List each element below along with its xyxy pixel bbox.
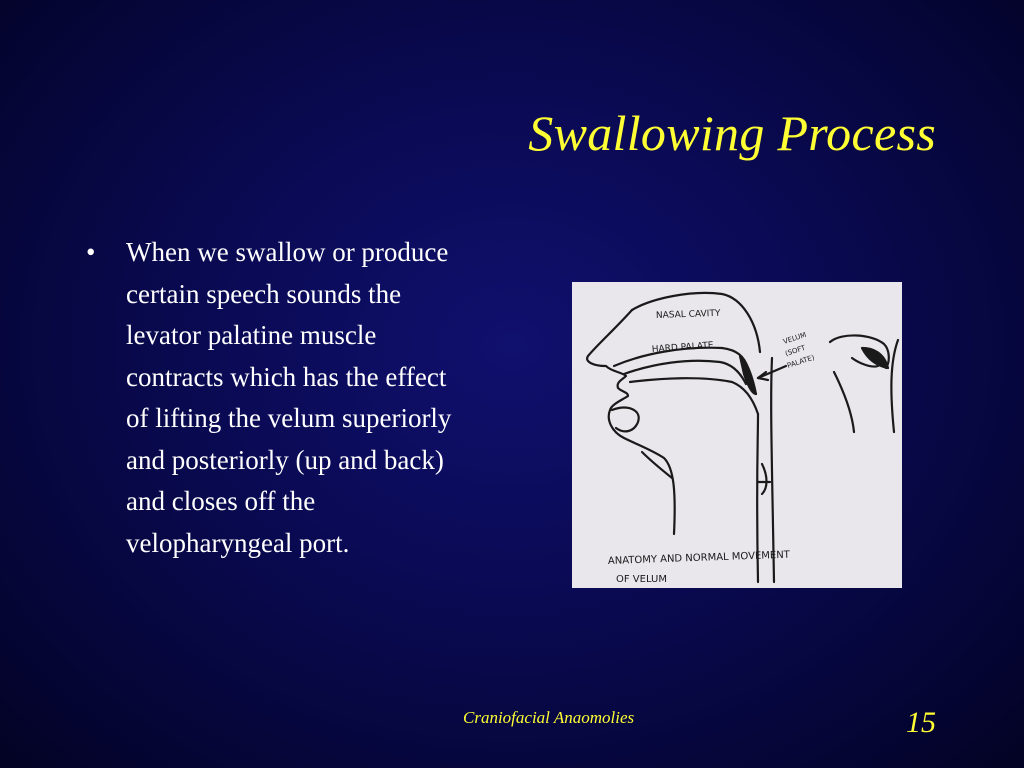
bullet-list bbox=[86, 232, 466, 564]
tongue-outline bbox=[630, 378, 758, 414]
figure-caption-line2: OF VELUM bbox=[616, 574, 667, 585]
page-number: 15 bbox=[906, 706, 936, 739]
hard-palate-label: HARD PALATE bbox=[651, 340, 714, 355]
movement-back-curve bbox=[834, 372, 854, 432]
bullet-marker: • bbox=[86, 237, 96, 267]
anatomy-sketch bbox=[572, 282, 902, 588]
epiglottis bbox=[762, 464, 767, 494]
velum-label-line3: PALATE) bbox=[786, 353, 816, 370]
velum-label-line1: VELUM bbox=[782, 330, 808, 346]
throat-line-back bbox=[771, 358, 774, 582]
bullet-item bbox=[86, 232, 466, 564]
velum-label-line2: (SOFT bbox=[784, 343, 807, 358]
mouth-curve bbox=[612, 408, 639, 432]
nasal-cavity-label: NASAL CAVITY bbox=[655, 308, 721, 321]
bullet-text: When we swallow or produce certain speech sounds the levator palatine muscle contracts which has the effect of lifting the velum superiorly and posteriorly (up and back) and closes off the velopharyngeal port. bbox=[126, 237, 452, 558]
slide-title: Swallowing Process bbox=[528, 105, 936, 161]
movement-front-curve bbox=[891, 340, 898, 432]
figure-caption-line1: ANATOMY AND NORMAL MOVEMENT bbox=[607, 549, 791, 567]
footer-text: Craniofacial Anaomolies bbox=[463, 708, 635, 727]
anatomy-sketch-figure bbox=[572, 282, 902, 588]
